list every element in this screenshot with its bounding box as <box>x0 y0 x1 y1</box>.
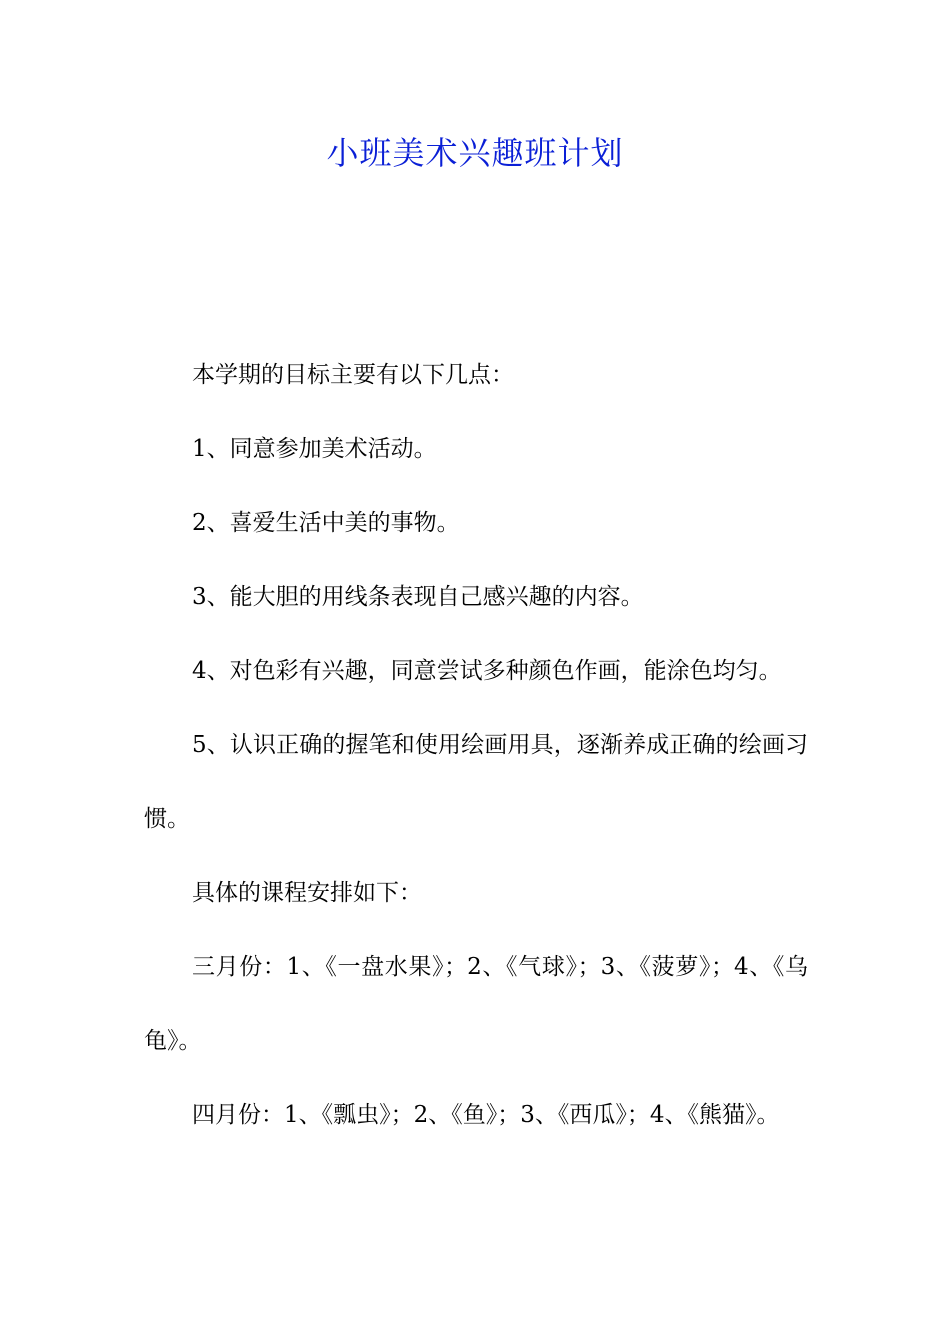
paragraph-goal-2: 2、喜爱生活中美的事物。 <box>192 510 460 536</box>
document-title: 小班美术兴趣班计划 <box>326 134 624 172</box>
document-body <box>144 338 808 1152</box>
paragraph-goal-1: 1、同意参加美术活动。 <box>192 436 437 462</box>
paragraph-goals-intro: 本学期的目标主要有以下几点： <box>192 362 514 388</box>
paragraph-goal-3: 3、能大胆的用线条表现自己感兴趣的内容。 <box>192 584 644 610</box>
paragraph-goal-4: 4、对色彩有兴趣，同意尝试多种颜色作画，能涂色均匀。 <box>192 658 782 684</box>
paragraph-march-schedule: 三月份：1、《一盘水果》；2、《气球》；3、《菠萝》；4、《乌龟》。 <box>144 954 808 1054</box>
paragraph-schedule-intro: 具体的课程安排如下： <box>192 880 422 906</box>
paragraph-goal-5: 5、认识正确的握笔和使用绘画用具，逐渐养成正确的绘画习惯。 <box>144 732 808 832</box>
paragraph-april-schedule: 四月份：1、《瓢虫》；2、《鱼》；3、《西瓜》；4、《熊猫》。 <box>192 1102 780 1128</box>
